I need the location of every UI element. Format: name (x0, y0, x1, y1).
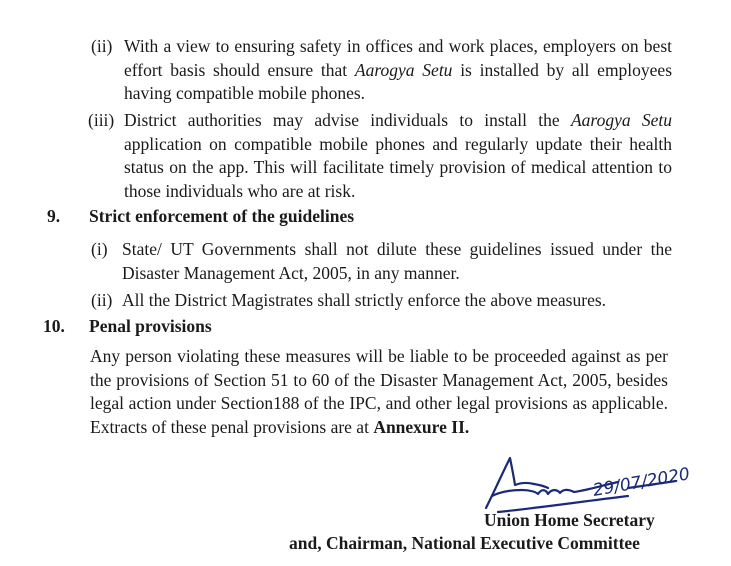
signatory-title: Union Home Secretary (484, 510, 655, 530)
item-number: (ii) (91, 36, 113, 56)
list-item-aarogya-offices (91, 35, 672, 106)
penal-provisions-paragraph: Any person violating these measures will be liable to be proceeded against as per the provisions of Section 51 to 60 of the Disaster Management Act, 2005, besides legal action under Section188 of the IPC, and other legal provisions as applicable. Extracts of these penal provisions are at Annexure II. (90, 346, 668, 437)
section-heading-penal (43, 315, 212, 339)
annexure-reference: Annexure II (373, 416, 465, 437)
list-item-no-dilution (91, 238, 672, 285)
list-item-magistrates (91, 289, 682, 313)
signatory-designation: and, Chairman, National Executive Committee (289, 533, 640, 553)
app-name: Aarogya Setu (354, 59, 453, 80)
section-title: Strict enforcement of the guidelines (89, 206, 355, 226)
section-number: 9. (47, 206, 61, 226)
item-number: (iii) (88, 110, 115, 130)
item-text: State/ UT Governments shall not dilute these guidelines issued under the Disaster Management Act, 2005, in any manner. (122, 239, 672, 283)
item-text: All the District Magistrates shall strictly enforce the above measures. (122, 290, 607, 310)
item-text: With a view to ensuring safety in offices and work places, employers on best effort basis should ensure that Aarogya Setu is installed by all employees having compatible mobile phones. (124, 36, 673, 104)
item-text: District authorities may advise individuals to install the Aarogya Setu application on compatible mobile phones and regularly update their health status on the app. This will facilitate timely provision of medical attention to those individuals who are at risk. (124, 110, 672, 201)
item-number: (i) (91, 239, 108, 259)
section-number: 10. (43, 316, 65, 336)
signature-date: 29/07/2020 (591, 464, 692, 501)
item-number: (ii) (91, 290, 113, 310)
section-title: Penal provisions (89, 316, 212, 336)
section-heading-enforcement (47, 205, 354, 229)
app-name: Aarogya Setu (570, 110, 672, 130)
list-item-aarogya-district (88, 109, 672, 203)
